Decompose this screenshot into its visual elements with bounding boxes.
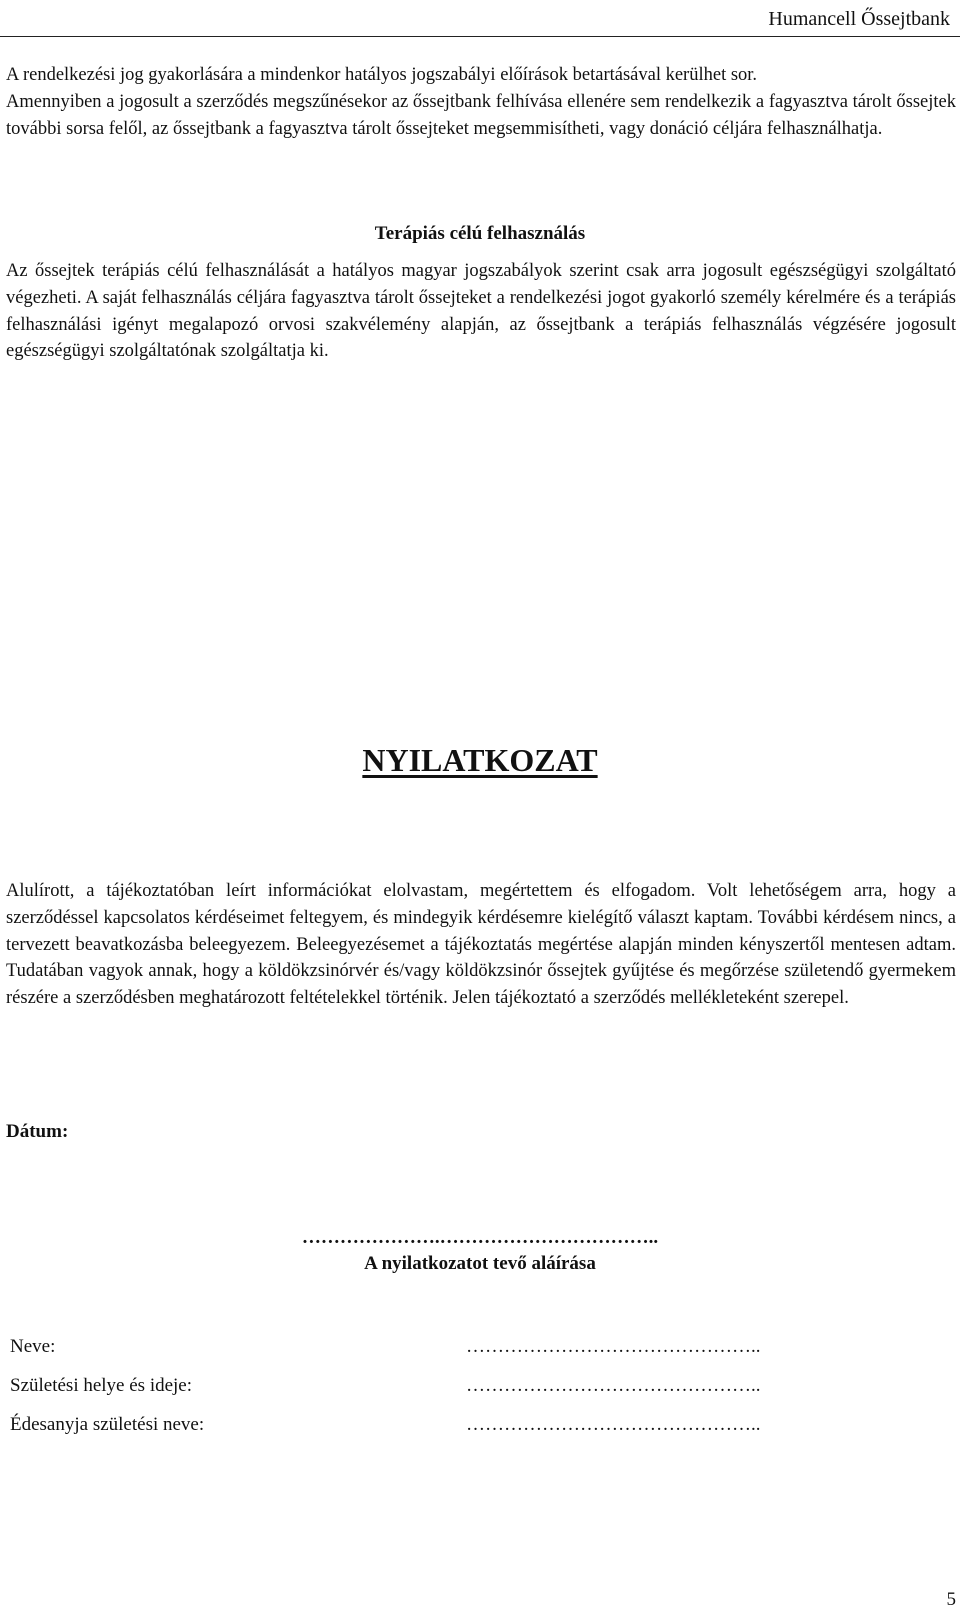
page-number: 5 bbox=[946, 1589, 956, 1610]
field-row-mother bbox=[10, 1410, 950, 1440]
intro-section bbox=[6, 62, 956, 142]
declaration-paragraph: Alulírott, a tájékoztatóban leírt információkat elolvastam, megértettem és elfogadom. Volt lehetőségem arra, hogy a szerződéssel kapcsolatos kérdéseimet feltegyem, és mindegyik kérdésemre kielégítő választ kaptam. További kérdésem nincs, a tervezett beavatkozásba beleegyezem. Beleegyezésemet a tájékoztatás megértése alapján minden kényszertől mentesen adtam. Tudatában vagyok annak, hogy a köldökzsinórvér és/vagy köldökzsinór őssejtek gyűjtése és megőrzése születendő gyermekem részére a szerződésben meghatározott feltételekkel történik. Jelen tájékoztató a szerződés mellékleteként szerepel. bbox=[6, 881, 956, 1009]
therapy-section bbox=[6, 258, 956, 365]
field-line-birth: ……………………………………….. bbox=[466, 1375, 761, 1396]
field-label-birth: Születési helye és ideje: bbox=[10, 1375, 193, 1396]
date-label: Dátum: bbox=[6, 1121, 69, 1142]
field-row-name bbox=[10, 1332, 950, 1362]
header-rule bbox=[0, 36, 960, 37]
field-line-mother: ……………………………………….. bbox=[466, 1414, 761, 1435]
declaration-section bbox=[6, 878, 956, 1012]
running-header: Humancell Őssejtbank bbox=[768, 8, 950, 30]
signature-caption: A nyilatkozatot tevő aláírása bbox=[364, 1253, 596, 1274]
intro-paragraph-2: Amennyiben a jogosult a szerződés megszűnésekor az őssejtbank felhívása ellenére sem rendelkezik a fagyasztva tárolt őssejtek további sorsa felől, az őssejtbank a fagyasztva tárolt őssejteket megsemmisítheti, vagy donáció céljára felhasználhatja. bbox=[6, 91, 956, 139]
field-row-birth bbox=[10, 1371, 950, 1401]
field-line-name: ……………………………………….. bbox=[466, 1336, 761, 1357]
field-label-mother: Édesanyja születési neve: bbox=[10, 1414, 205, 1435]
field-label-name: Neve: bbox=[10, 1336, 56, 1357]
signature-line: ………………….…………………………….. bbox=[301, 1227, 659, 1248]
therapy-heading: Terápiás célú felhasználás bbox=[374, 223, 586, 244]
therapy-paragraph: Az őssejtek terápiás célú felhasználását a hatályos magyar jogszabályok szerint csak arra jogosult egészségügyi szolgáltató végezheti. A saját felhasználás céljára fagyasztva tárolt őssejteket a rendelkezési jogot gyakorló személy kérelmére és a terápiás felhasználási igényt megalapozó orvosi szakvélemény alapján, az őssejtbank a terápiás felhasználás végzésére jogosult egészségügyi szolgáltatónak szolgáltatja ki. bbox=[6, 261, 956, 362]
intro-paragraph-1: A rendelkezési jog gyakorlására a mindenkor hatályos jogszabályi előírások betartásával kerülhet sor. bbox=[6, 65, 758, 85]
declaration-title: NYILATKOZAT bbox=[362, 742, 598, 778]
